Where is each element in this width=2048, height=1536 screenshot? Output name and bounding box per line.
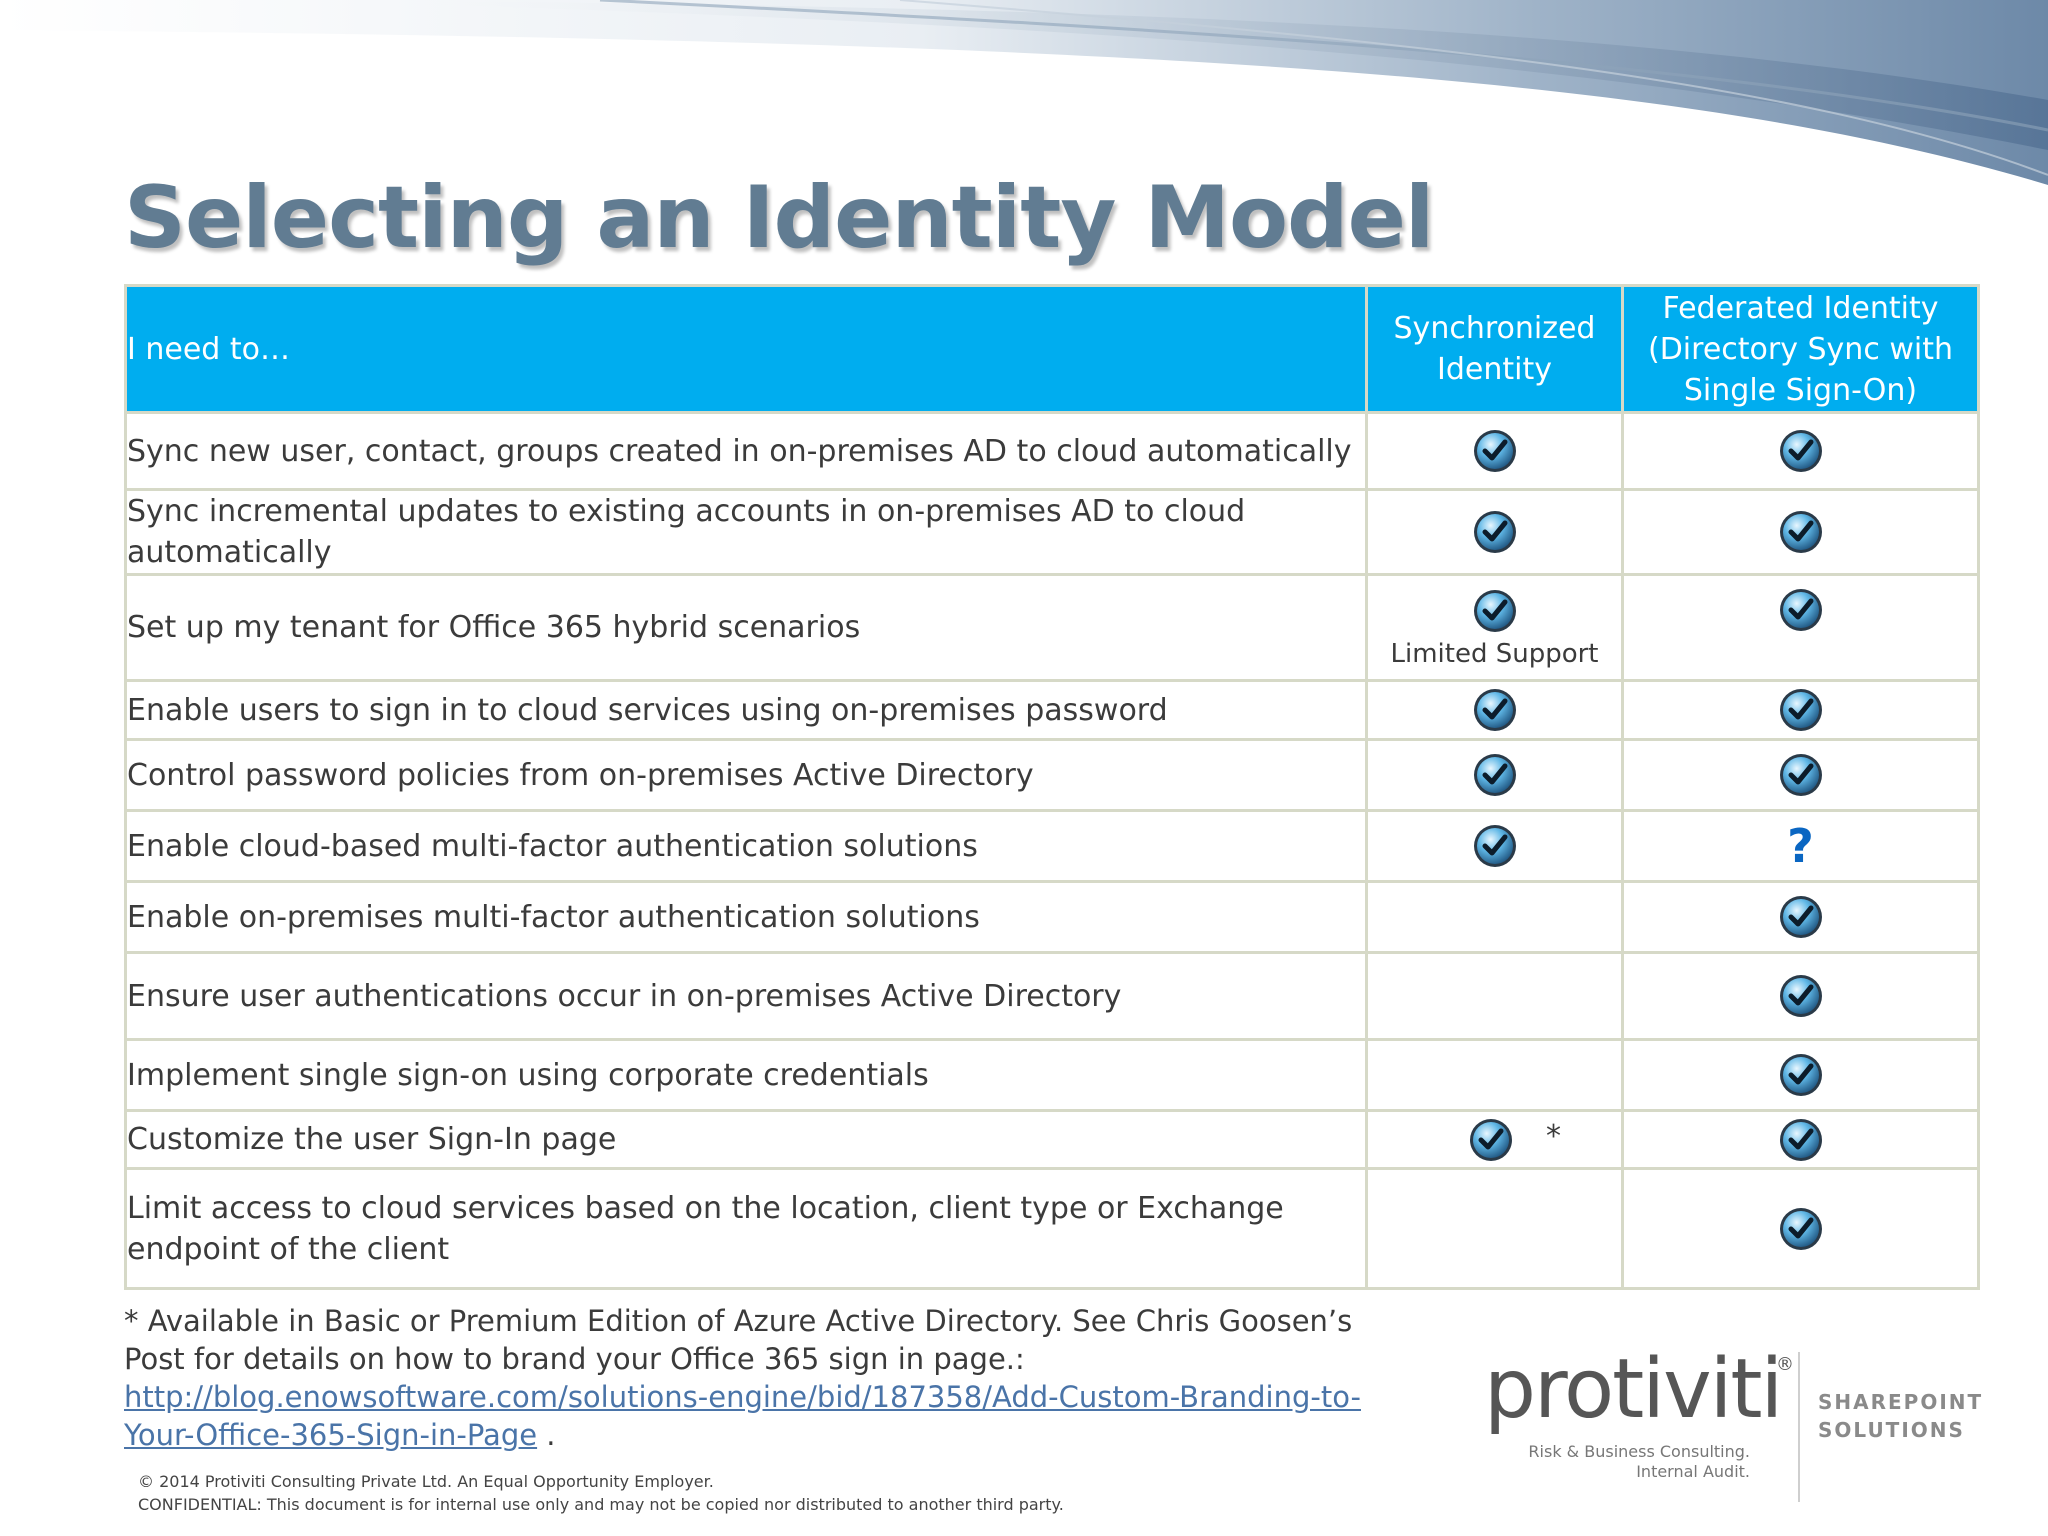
table-row	[126, 1111, 1979, 1169]
table-row	[126, 575, 1979, 681]
sync-cell	[1367, 681, 1623, 740]
checkmark-orb-icon	[1471, 587, 1519, 635]
fed-cell	[1623, 681, 1979, 740]
sync-cell	[1367, 811, 1623, 882]
fed-cell	[1623, 811, 1979, 882]
sync-cell	[1367, 575, 1623, 681]
question-mark-icon: ?	[1787, 819, 1814, 873]
confidential-line: CONFIDENTIAL: This document is for internal use only and may not be copied nor distributed to another third party.	[138, 1495, 1064, 1514]
requirement-cell: Sync new user, contact, groups created in on-premises AD to cloud automatically	[126, 413, 1367, 490]
requirement-cell: Set up my tenant for Office 365 hybrid scenarios	[126, 575, 1367, 681]
header-federated-identity	[1623, 286, 1979, 413]
logo-product-line: SOLUTIONS	[1818, 1418, 1965, 1442]
checkmark-orb-icon	[1471, 686, 1519, 734]
requirement-cell: Enable users to sign in to cloud services using on-premises password	[126, 681, 1367, 740]
checkmark-orb-icon	[1471, 427, 1519, 475]
fed-cell	[1623, 1040, 1979, 1111]
limited-support-note: Limited Support	[1390, 638, 1599, 669]
checkmark-orb-icon	[1777, 1116, 1825, 1164]
sync-cell	[1367, 953, 1623, 1040]
checkmark-orb-icon	[1777, 1051, 1825, 1099]
logo-wordmark: protiviti	[1484, 1342, 1782, 1437]
checkmark-orb-icon	[1471, 822, 1519, 870]
sync-cell	[1367, 1169, 1623, 1289]
sync-cell	[1367, 740, 1623, 811]
requirement-cell: Limit access to cloud services based on the location, client type or Exchange endpoint of the client	[126, 1169, 1367, 1289]
requirement-cell: Implement single sign-on using corporate credentials	[126, 1040, 1367, 1111]
logo-tagline	[1520, 1442, 1750, 1482]
sync-cell	[1367, 1111, 1623, 1169]
fed-cell	[1623, 882, 1979, 953]
logo-product-line: SHAREPOINT	[1818, 1390, 1984, 1414]
checkmark-orb-icon	[1777, 893, 1825, 941]
checkmark-orb-icon	[1777, 686, 1825, 734]
requirement-cell: Enable on-premises multi-factor authentication solutions	[126, 882, 1367, 953]
table-row	[126, 1169, 1979, 1289]
checkmark-orb-icon	[1777, 972, 1825, 1020]
footnote	[124, 1302, 1364, 1454]
logo-divider	[1798, 1352, 1800, 1502]
fed-cell	[1623, 490, 1979, 575]
sync-cell	[1367, 490, 1623, 575]
fed-cell	[1623, 740, 1979, 811]
legal-notice	[138, 1470, 1064, 1516]
header-fed-line: Single Sign-On)	[1683, 372, 1918, 408]
checkmark-orb-icon	[1467, 1116, 1515, 1164]
header-sync-line: Identity	[1437, 352, 1552, 387]
footnote-text: * Available in Basic or Premium Edition of Azure Active Directory. See Chris Goosen’s Post for details on how to brand your Office 365 sign in page.:	[124, 1304, 1353, 1376]
table-row	[126, 953, 1979, 1040]
table-row	[126, 681, 1979, 740]
table-row	[126, 490, 1979, 575]
checkmark-orb-icon	[1471, 751, 1519, 799]
requirement-cell: Customize the user Sign-In page	[126, 1111, 1367, 1169]
fed-cell	[1623, 953, 1979, 1040]
logo-tagline-line: Internal Audit.	[1636, 1462, 1750, 1481]
check-with-note	[1391, 587, 1599, 669]
header-fed-line: (Directory Sync with	[1648, 331, 1953, 367]
fed-cell	[1623, 413, 1979, 490]
table-row	[126, 811, 1979, 882]
sync-cell	[1367, 1040, 1623, 1111]
table-row	[126, 882, 1979, 953]
table-header-row	[126, 286, 1979, 413]
page-title: Selecting an Identity Model	[124, 168, 1434, 268]
header-sync-line: Synchronized	[1393, 311, 1596, 346]
checkmark-orb-icon	[1777, 508, 1825, 556]
requirement-cell: Control password policies from on-premises Active Directory	[126, 740, 1367, 811]
logo-registered-mark: ®	[1776, 1354, 1794, 1375]
requirement-cell: Ensure user authentications occur in on-premises Active Directory	[126, 953, 1367, 1040]
table-row	[126, 1040, 1979, 1111]
fed-cell	[1623, 1111, 1979, 1169]
table-row	[126, 740, 1979, 811]
checkmark-orb-icon	[1777, 1205, 1825, 1253]
footnote-asterisk: *	[1546, 1118, 1561, 1154]
sync-cell	[1367, 882, 1623, 953]
header-need: I need to…	[126, 286, 1367, 413]
logo-tagline-line: Risk & Business Consulting.	[1528, 1442, 1750, 1461]
requirement-cell: Enable cloud-based multi-factor authentication solutions	[126, 811, 1367, 882]
checkmark-orb-icon	[1777, 427, 1825, 475]
footnote-link[interactable]: http://blog.enowsoftware.com/solutions-engine/bid/187358/Add-Custom-Branding-to-Your-Office-365-Sign-in-Page	[124, 1380, 1361, 1452]
sync-cell	[1367, 413, 1623, 490]
logo-product-name	[1818, 1388, 1983, 1444]
fed-cell	[1623, 575, 1979, 681]
table-row	[126, 413, 1979, 490]
header-synchronized-identity	[1367, 286, 1623, 413]
footnote-end: .	[537, 1418, 556, 1452]
checkmark-orb-icon	[1471, 508, 1519, 556]
requirement-cell: Sync incremental updates to existing accounts in on-premises AD to cloud automatically	[126, 490, 1367, 575]
checkmark-orb-icon	[1777, 586, 1825, 634]
checkmark-orb-icon	[1777, 751, 1825, 799]
copyright-line: © 2014 Protiviti Consulting Private Ltd. An Equal Opportunity Employer.	[138, 1472, 714, 1491]
protiviti-logo	[1480, 1340, 2000, 1510]
fed-cell	[1623, 1169, 1979, 1289]
identity-model-table	[124, 284, 1980, 1290]
header-fed-line: Federated Identity	[1662, 290, 1939, 326]
